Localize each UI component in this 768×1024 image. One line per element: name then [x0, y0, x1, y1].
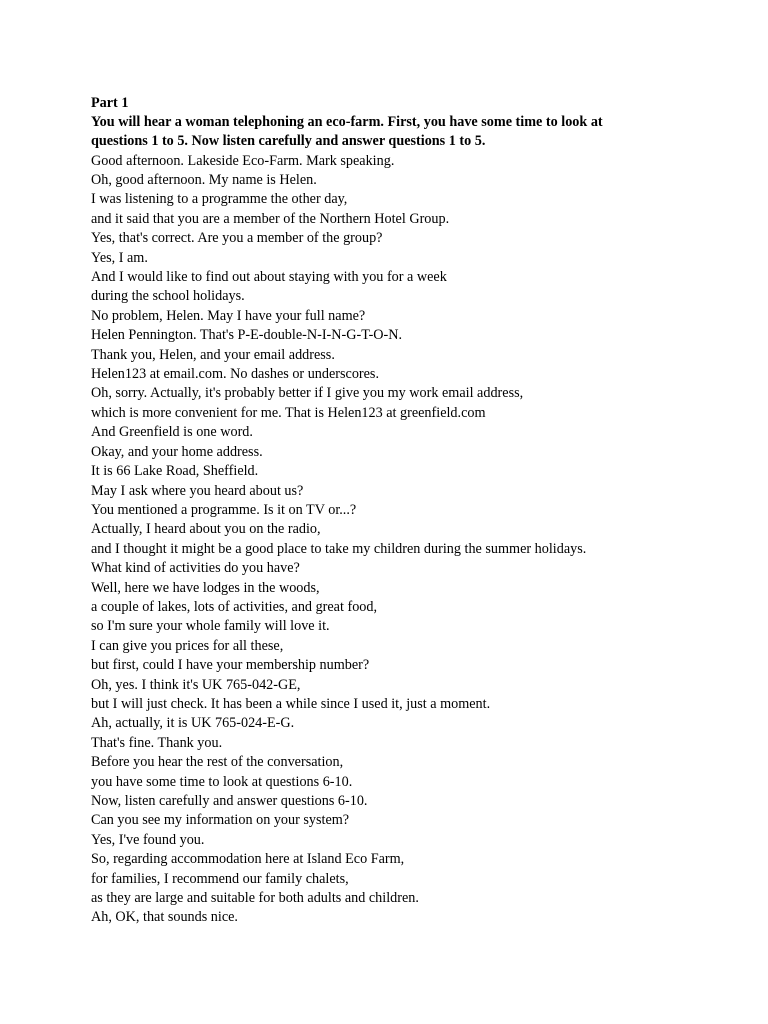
transcript-line: but I will just check. It has been a while since I used it, just a moment. — [91, 695, 491, 712]
transcript-line: Actually, I heard about you on the radio, — [91, 521, 321, 538]
transcript-line: for families, I recommend our family chalets, — [91, 870, 349, 887]
transcript-line: Oh, sorry. Actually, it's probably better if I give you my work email address, — [91, 385, 524, 402]
transcript-line: That's fine. Thank you. — [91, 734, 223, 751]
transcript-line: Yes, that's correct. Are you a member of the group? — [91, 230, 383, 247]
transcript-line: but first, could I have your membership number? — [91, 657, 370, 674]
transcript-line: Ah, actually, it is UK 765-024-E-G. — [91, 715, 295, 732]
transcript-line: Helen123 at email.com. No dashes or underscores. — [91, 366, 379, 383]
transcript-line: I can give you prices for all these, — [91, 637, 284, 654]
transcript — [91, 152, 691, 928]
transcript-line: Good afternoon. Lakeside Eco-Farm. Mark speaking. — [91, 152, 395, 169]
transcript-line: What kind of activities do you have? — [91, 560, 300, 577]
transcript-line: May I ask where you heard about us? — [91, 482, 304, 499]
transcript-line: which is more convenient for me. That is Helen123 at greenfield.com — [91, 404, 486, 421]
transcript-line: And I would like to find out about staying with you for a week — [91, 269, 447, 286]
transcript-line: a couple of lakes, lots of activities, and great food, — [91, 598, 378, 615]
instruction-line: You will hear a woman telephoning an eco-farm. First, you have some time to look at — [91, 114, 603, 131]
transcript-line: you have some time to look at questions 6-10. — [91, 773, 353, 790]
transcript-line: during the school holidays. — [91, 288, 245, 305]
transcript-line: It is 66 Lake Road, Sheffield. — [91, 463, 259, 480]
transcript-line: so I'm sure your whole family will love it. — [91, 618, 330, 635]
transcript-line: Thank you, Helen, and your email address. — [91, 346, 335, 363]
transcript-line: You mentioned a programme. Is it on TV or...? — [91, 501, 357, 518]
instruction-line: questions 1 to 5. Now listen carefully and answer questions 1 to 5. — [91, 133, 486, 150]
transcript-line: So, regarding accommodation here at Island Eco Farm, — [91, 851, 405, 868]
transcript-line: Now, listen carefully and answer questions 6-10. — [91, 793, 368, 810]
transcript-line: Helen Pennington. That's P-E-double-N-I-N-G-T-O-N. — [91, 327, 403, 344]
instructions — [91, 113, 691, 151]
transcript-line: as they are large and suitable for both adults and children. — [91, 890, 419, 907]
transcript-line: Yes, I've found you. — [91, 831, 205, 848]
transcript-line: Before you hear the rest of the conversation, — [91, 754, 344, 771]
transcript-line: and it said that you are a member of the Northern Hotel Group. — [91, 210, 450, 227]
document-page — [91, 94, 691, 928]
transcript-line: Well, here we have lodges in the woods, — [91, 579, 320, 596]
transcript-line: And Greenfield is one word. — [91, 424, 253, 441]
transcript-line: Oh, yes. I think it's UK 765-042-GE, — [91, 676, 301, 693]
transcript-line: I was listening to a programme the other day, — [91, 191, 348, 208]
transcript-line: Yes, I am. — [91, 249, 148, 266]
transcript-line: Oh, good afternoon. My name is Helen. — [91, 172, 317, 189]
transcript-line: Can you see my information on your system? — [91, 812, 350, 829]
transcript-line: Okay, and your home address. — [91, 443, 263, 460]
transcript-line: Ah, OK, that sounds nice. — [91, 909, 238, 926]
transcript-line: No problem, Helen. May I have your full name? — [91, 307, 366, 324]
part-title: Part 1 — [91, 95, 129, 111]
transcript-line: and I thought it might be a good place to take my children during the summer holidays. — [91, 540, 587, 557]
